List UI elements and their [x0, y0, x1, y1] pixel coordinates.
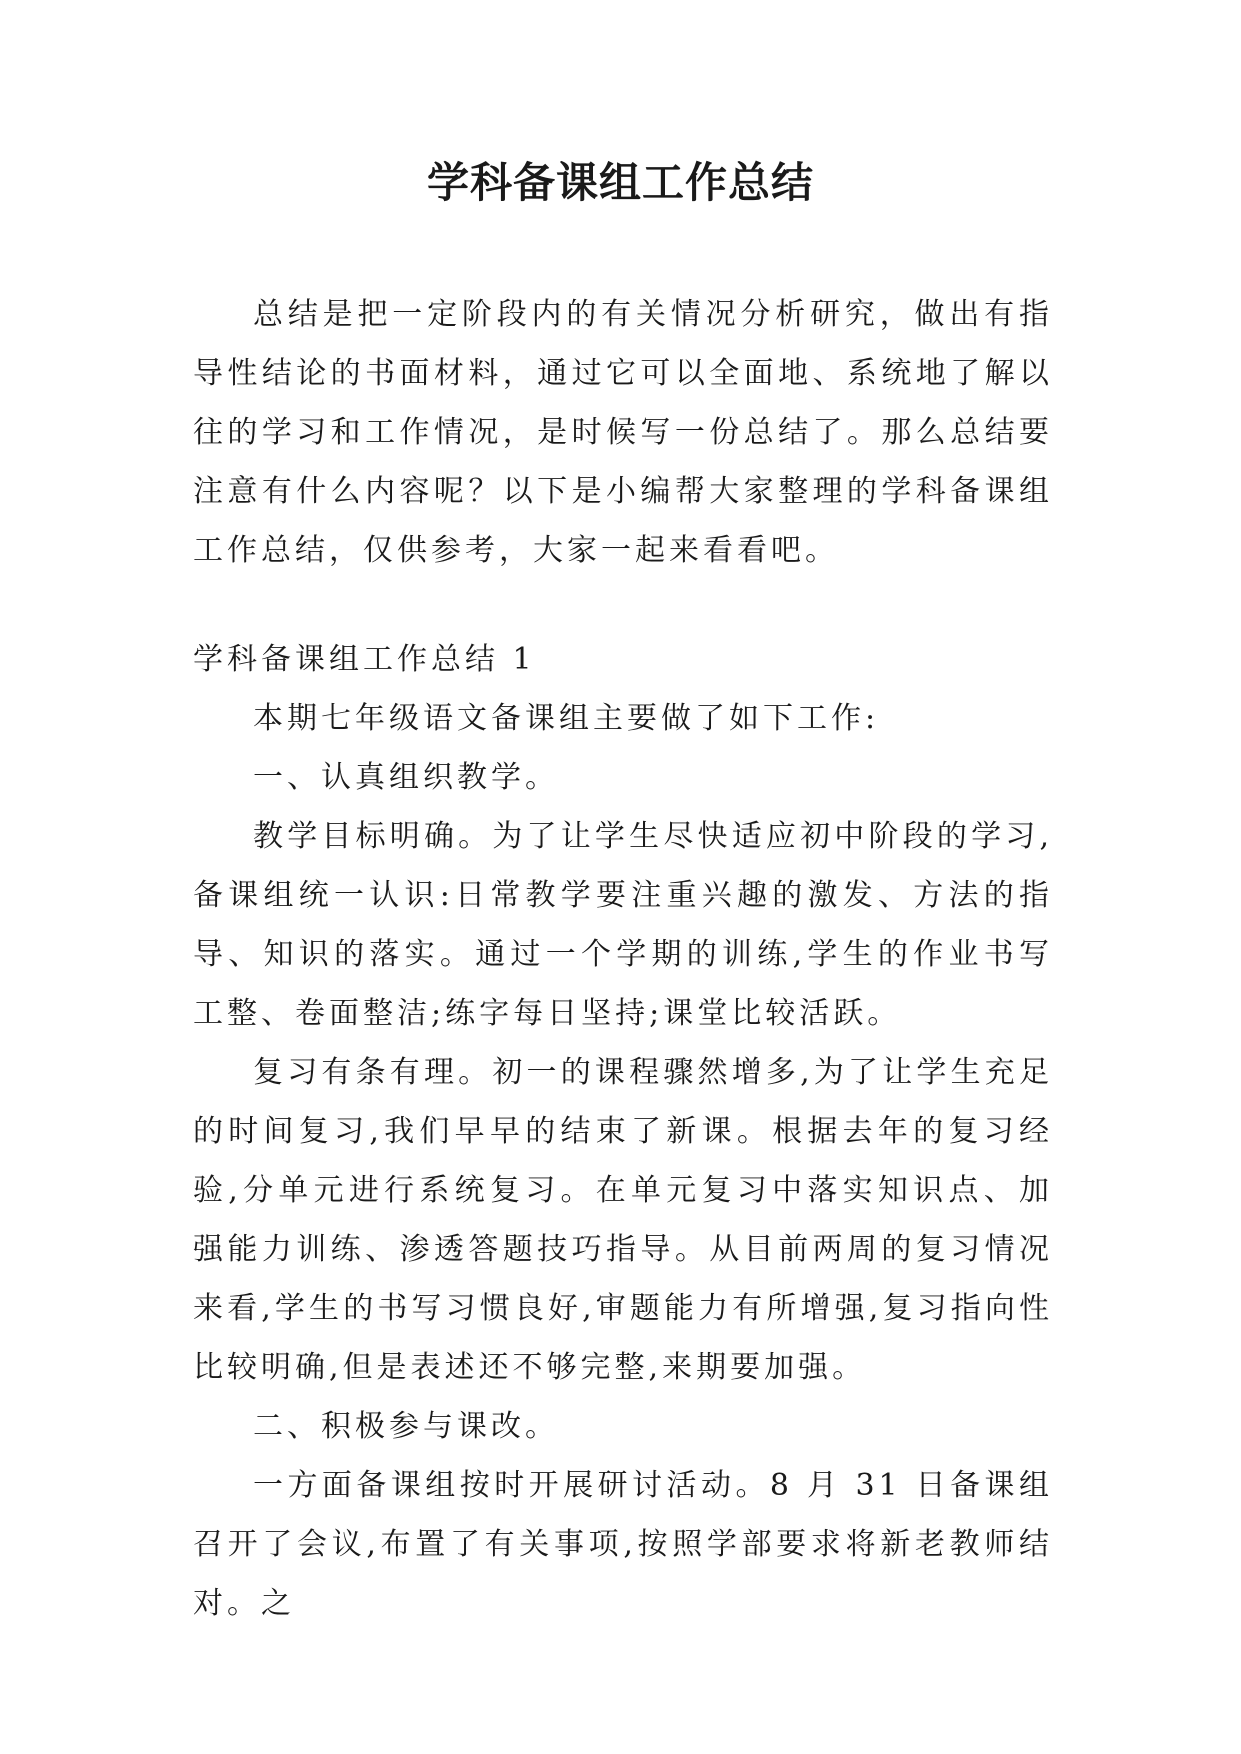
document-title: 学科备课组工作总结 — [426, 158, 814, 207]
body-paragraph: 一方面备课组按时开展研讨活动。8 月 31 日备课组召开了会议,布置了有关事项,按照学部要求将新老教师结对。之 — [193, 1468, 1053, 1621]
body-paragraph: 教学目标明确。为了让学生尽快适应初中阶段的学习,备课组统一认识:日常教学要注重兴趣的激发、方法的指导、知识的落实。通过一个学期的训练,学生的作业书写工整、卷面整洁;练字每日坚持;课堂比较活跃。 — [193, 819, 1053, 1031]
body-heading-2: 二、积极参与课改。 — [253, 1409, 559, 1444]
spacer — [193, 580, 1053, 630]
intro-paragraph: 总结是把一定阶段内的有关情况分析研究，做出有指导性结论的书面材料，通过它可以全面地、系统地了解以往的学习和工作情况，是时候写一份总结了。那么总结要注意有什么内容呢？以下是小编帮大家整理的学科备课组工作总结，仅供参考，大家一起来看看吧。 — [193, 297, 1053, 568]
body-paragraph: 复习有条有理。初一的课程骤然增多,为了让学生充足的时间复习,我们早早的结束了新课。根据去年的复习经验,分单元进行系统复习。在单元复习中落实知识点、加强能力训练、渗透答题技巧指导。从目前两周的复习情况来看,学生的书写习惯良好,审题能力有所增强,复习指向性比较明确,但是表述还不够完整,来期要加强。 — [193, 1055, 1053, 1385]
section-heading: 学科备课组工作总结 1 — [193, 642, 536, 677]
body-paragraph: 本期七年级语文备课组主要做了如下工作: — [253, 701, 880, 736]
body-heading-1: 一、认真组织教学。 — [253, 760, 559, 795]
document-body — [193, 285, 1053, 1633]
